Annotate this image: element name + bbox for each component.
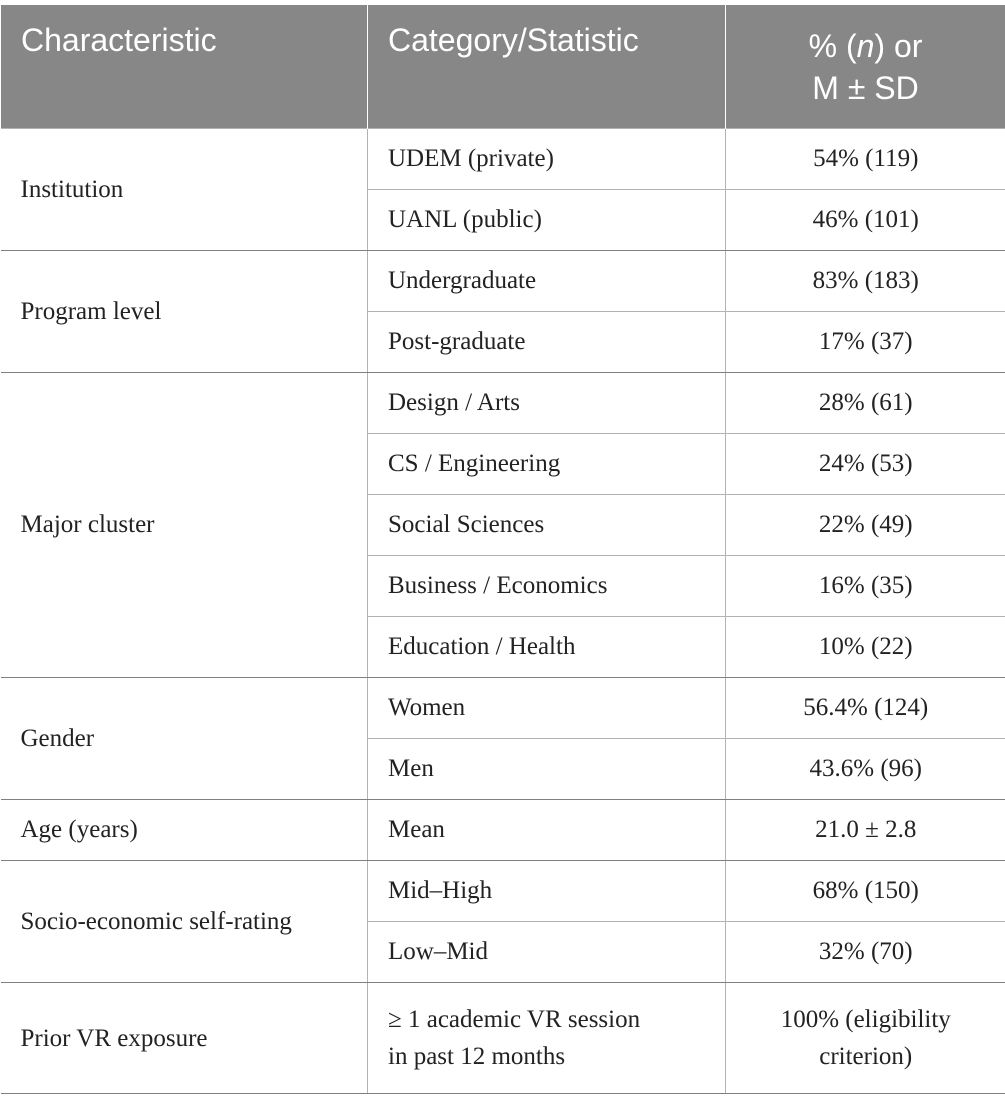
table-row [1, 800, 1005, 861]
characteristic-cell: Prior VR exposure [1, 983, 368, 1094]
category-cell: Post-graduate [368, 312, 726, 373]
category-line: in past 12 months [388, 1043, 566, 1070]
category-cell [368, 983, 726, 1094]
category-cell: Mean [368, 800, 726, 861]
category-cell: Men [368, 739, 726, 800]
value-cell: 21.0 ± 2.8 [726, 800, 1005, 861]
value-cell: 28% (61) [726, 373, 1005, 434]
header-row [1, 5, 1005, 129]
category-line: ≥ 1 academic VR session [388, 1006, 641, 1033]
table-row [1, 983, 1005, 1094]
value-cell: 43.6% (96) [726, 739, 1005, 800]
value-cell: 10% (22) [726, 617, 1005, 678]
value-cell: 68% (150) [726, 861, 1005, 922]
value-cell: 56.4% (124) [726, 678, 1005, 739]
characteristic-cell: Institution [1, 129, 368, 251]
table-row [1, 251, 1005, 312]
value-cell: 32% (70) [726, 922, 1005, 983]
table-row [1, 861, 1005, 922]
demographics-table [0, 5, 1005, 1094]
header-percent-n-or-mean-sd: % (n) or M ± SD [726, 5, 1005, 129]
value-line: criterion) [819, 1043, 913, 1070]
value-line: 100% (eligibility [780, 1006, 951, 1033]
category-cell: Education / Health [368, 617, 726, 678]
value-cell: 22% (49) [726, 495, 1005, 556]
characteristic-cell: Major cluster [1, 373, 368, 678]
value-cell: 16% (35) [726, 556, 1005, 617]
category-cell: Low–Mid [368, 922, 726, 983]
table-row [1, 129, 1005, 190]
category-cell: Women [368, 678, 726, 739]
category-cell: Undergraduate [368, 251, 726, 312]
category-cell: CS / Engineering [368, 434, 726, 495]
value-cell [726, 983, 1005, 1094]
header-characteristic: Characteristic [1, 5, 368, 129]
characteristic-cell: Age (years) [1, 800, 368, 861]
category-cell: Mid–High [368, 861, 726, 922]
table-row [1, 373, 1005, 434]
category-cell: Design / Arts [368, 373, 726, 434]
value-cell: 24% (53) [726, 434, 1005, 495]
characteristic-cell: Gender [1, 678, 368, 800]
table-row [1, 678, 1005, 739]
category-cell: Business / Economics [368, 556, 726, 617]
value-cell: 54% (119) [726, 129, 1005, 190]
value-cell: 17% (37) [726, 312, 1005, 373]
category-cell: Social Sciences [368, 495, 726, 556]
value-cell: 83% (183) [726, 251, 1005, 312]
characteristic-cell: Socio-economic self-rating [1, 861, 368, 983]
category-cell: UANL (public) [368, 190, 726, 251]
category-cell: UDEM (private) [368, 129, 726, 190]
value-cell: 46% (101) [726, 190, 1005, 251]
header-category-statistic: Category/Statistic [368, 5, 726, 129]
characteristic-cell: Program level [1, 251, 368, 373]
